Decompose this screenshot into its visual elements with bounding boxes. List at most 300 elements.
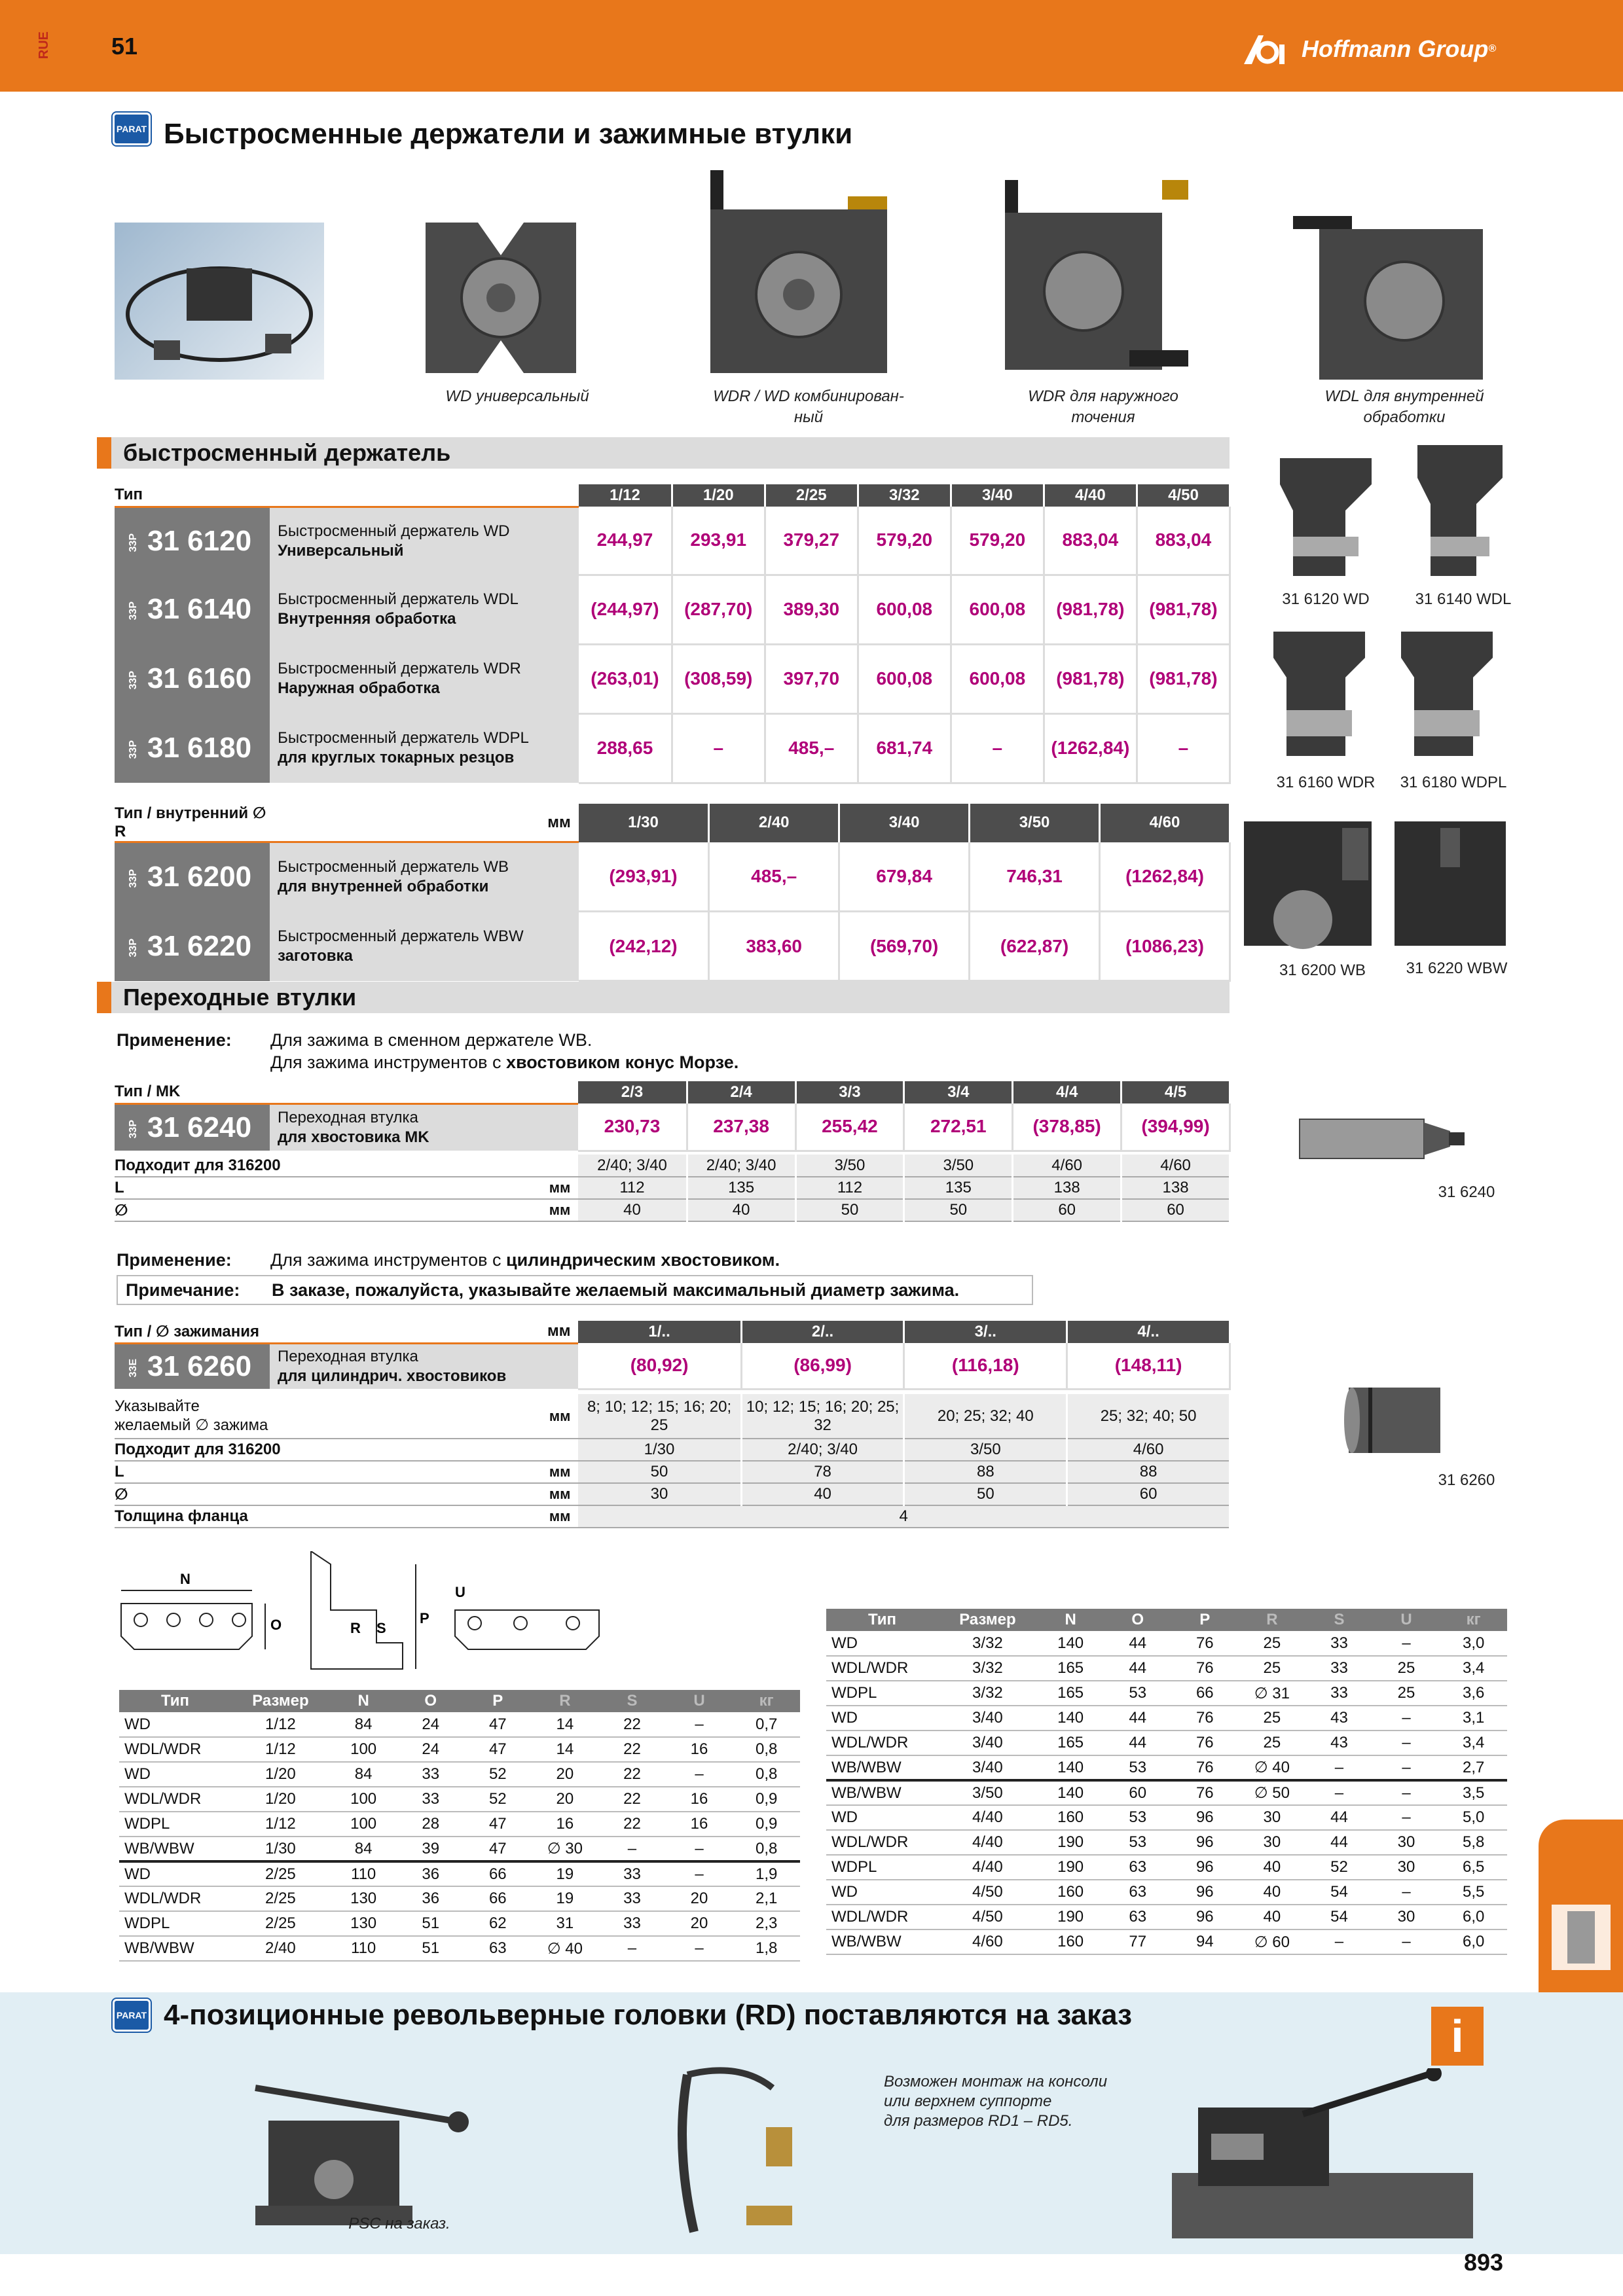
price: 293,91 [672, 507, 765, 575]
price: (116,18) [904, 1343, 1067, 1389]
dims-cell: ∅ 60 [1239, 1929, 1306, 1954]
dims-cell: 63 [1104, 1855, 1171, 1880]
price: (80,92) [578, 1343, 741, 1389]
dims-cell: 47 [464, 1837, 532, 1861]
caption-psc: PSC на заказ. [348, 2215, 450, 2233]
dims-cell: 53 [1104, 1805, 1171, 1830]
size-header: 1/12 [579, 484, 672, 507]
dims-col-header: R [532, 1690, 599, 1712]
price: 255,42 [795, 1103, 904, 1151]
dims-cell: 96 [1171, 1880, 1239, 1905]
dims-cell: 44 [1104, 1706, 1171, 1731]
dims-cell: 44 [1104, 1656, 1171, 1681]
dim-s: S [376, 1620, 386, 1636]
col-type-mk: Тип / MK [115, 1081, 578, 1103]
holder-table-2 [115, 804, 1231, 982]
dims-cell: – [666, 1712, 733, 1737]
dims-cell: 76 [1171, 1706, 1239, 1731]
dims-cell: 6,5 [1440, 1855, 1507, 1880]
price: (86,99) [741, 1343, 904, 1389]
mk-sleeve-table [115, 1081, 1231, 1152]
dims-col-header: O [1104, 1609, 1171, 1631]
dims-cell: 51 [397, 1936, 464, 1961]
dims-row [119, 1837, 800, 1861]
dims-cell: 76 [1171, 1755, 1239, 1780]
size-header: 4/4 [1013, 1081, 1122, 1103]
dims-cell: 20 [666, 1886, 733, 1911]
price: (981,78) [1137, 644, 1230, 713]
price: (569,70) [839, 912, 970, 981]
language-code: RUE [37, 31, 51, 60]
price: 383,60 [709, 912, 839, 981]
dims-table-right [826, 1609, 1507, 1955]
item-desc: Быстросменный держатель WDPL для круглых токарных резцов [270, 713, 579, 783]
dims-cell: 25 [1239, 1631, 1306, 1656]
dim-r: R [350, 1620, 361, 1636]
photo-316140 [1404, 439, 1516, 583]
dims-cell: 16 [666, 1737, 733, 1762]
price: (308,59) [672, 644, 765, 713]
dims-cell: 24 [397, 1712, 464, 1737]
size-header: 2/3 [578, 1081, 687, 1103]
dims-cell: 76 [1171, 1780, 1239, 1805]
dims-cell: 52 [464, 1787, 532, 1812]
dims-cell: 16 [666, 1812, 733, 1837]
price: 485,– [765, 713, 858, 783]
col-type-internal: Тип / внутренний ∅ R [115, 804, 270, 842]
label-316160: 31 6160 WDR [1276, 774, 1376, 791]
dims-row [826, 1905, 1507, 1929]
dims-row [119, 1911, 800, 1936]
caption-wd: WD универсальный [445, 387, 589, 405]
parat-badge: PARAT [113, 113, 151, 145]
dims-col-header: кг [733, 1690, 800, 1712]
dims-cell: 25 [1239, 1656, 1306, 1681]
dims-cell: 30 [1373, 1830, 1440, 1855]
photo-316180 [1388, 619, 1506, 762]
item-code[interactable]: 33P 31 6220 [115, 912, 270, 981]
dim-n: N [180, 1571, 191, 1587]
item-desc: Быстросменный держатель WDR Наружная обработка [270, 644, 579, 713]
label-316260: 31 6260 [1438, 1471, 1495, 1489]
dims-cell: 36 [397, 1886, 464, 1911]
item-code[interactable]: 33P 31 6200 [115, 842, 270, 912]
logo-text: Hoffmann Group [1302, 35, 1489, 62]
spec-row: Подходит для 316200 1/30 2/40; 3/40 3/50 4/60 [115, 1439, 1230, 1461]
dims-cell: WDL/WDR [119, 1787, 231, 1812]
dims-row [826, 1880, 1507, 1905]
dims-cell: – [598, 1837, 666, 1861]
cyl-sleeve-table [115, 1321, 1231, 1390]
size-header: 1/30 [579, 804, 709, 842]
dims-cell: 36 [397, 1861, 464, 1886]
dims-cell: 39 [397, 1837, 464, 1861]
hoffmann-logo-icon [1244, 33, 1296, 65]
dims-cell: 44 [1104, 1631, 1171, 1656]
dims-cell: WB/WBW [826, 1780, 938, 1805]
dims-cell: 1/12 [231, 1812, 330, 1837]
dims-row [119, 1787, 800, 1812]
dims-col-header: O [397, 1690, 464, 1712]
dims-cell: 3/40 [938, 1706, 1037, 1731]
size-header: 3/4 [904, 1081, 1013, 1103]
price: – [1137, 713, 1230, 783]
size-header: 3/3 [795, 1081, 904, 1103]
item-desc: Быстросменный держатель WBW заготовка [270, 912, 579, 981]
dims-col-header: R [1239, 1609, 1306, 1631]
dims-cell: 96 [1171, 1805, 1239, 1830]
dims-cell: 3,5 [1440, 1780, 1507, 1805]
dims-cell: 3,4 [1440, 1656, 1507, 1681]
dims-cell: 3,0 [1440, 1631, 1507, 1656]
photo-coolant-hose [661, 2049, 818, 2238]
dims-cell: 96 [1171, 1905, 1239, 1929]
dims-cell: 4/60 [938, 1929, 1037, 1954]
dims-cell: – [1373, 1805, 1440, 1830]
dims-cell: 53 [1104, 1755, 1171, 1780]
dim-u: U [455, 1584, 465, 1600]
dims-cell: 3/32 [938, 1656, 1037, 1681]
info-icon[interactable]: i [1431, 2007, 1484, 2066]
photo-316200 [1237, 815, 1378, 952]
table-row [115, 1103, 1230, 1151]
dims-col-header: S [1305, 1609, 1373, 1631]
price: (1086,23) [1100, 912, 1230, 981]
dims-cell: 1/20 [231, 1787, 330, 1812]
dims-cell: 2/25 [231, 1911, 330, 1936]
col-type: Тип [115, 484, 579, 507]
photo-316120 [1267, 445, 1385, 583]
dims-cell: ∅ 31 [1239, 1681, 1306, 1706]
dims-cell: 66 [464, 1861, 532, 1886]
price: 681,74 [858, 713, 951, 783]
dims-row [119, 1712, 800, 1737]
section-adapter-sleeves: Переходные втулки [97, 982, 1230, 1013]
dims-cell: 16 [532, 1812, 599, 1837]
dims-cell: 110 [330, 1936, 397, 1961]
dims-cell: WD [119, 1861, 231, 1886]
dims-cell: 47 [464, 1737, 532, 1762]
size-header: 2/.. [741, 1321, 904, 1343]
price: 579,20 [858, 507, 951, 575]
dims-cell: 2,7 [1440, 1755, 1507, 1780]
dims-col-header: N [330, 1690, 397, 1712]
dims-cell: 1,9 [733, 1861, 800, 1886]
dims-col-header: U [666, 1690, 733, 1712]
dim-p: P [420, 1610, 429, 1626]
dims-cell: 22 [598, 1787, 666, 1812]
dims-cell: WDPL [119, 1911, 231, 1936]
dims-cell: 140 [1037, 1631, 1104, 1656]
label-316120: 31 6120 WD [1282, 590, 1370, 608]
price: 288,65 [579, 713, 672, 783]
dims-cell: 19 [532, 1886, 599, 1911]
label-316180: 31 6180 WDPL [1400, 774, 1507, 791]
dims-cell: – [598, 1936, 666, 1961]
dims-cell: 52 [1305, 1855, 1373, 1880]
photo-rd-head [216, 2062, 478, 2238]
dims-cell: 2,1 [733, 1886, 800, 1911]
price: (981,78) [1137, 575, 1230, 644]
table-row [115, 507, 1230, 575]
dims-cell: WB/WBW [826, 1755, 938, 1780]
dims-cell: 40 [1239, 1905, 1306, 1929]
price: (1262,84) [1044, 713, 1137, 783]
dims-cell: 16 [666, 1787, 733, 1812]
dims-cell: 60 [1104, 1780, 1171, 1805]
size-header: 2/4 [687, 1081, 795, 1103]
dims-col-header: U [1373, 1609, 1440, 1631]
price: (148,11) [1067, 1343, 1230, 1389]
price: – [672, 713, 765, 783]
dims-cell: 84 [330, 1837, 397, 1861]
dims-cell: 96 [1171, 1830, 1239, 1855]
size-header: 4/40 [1044, 484, 1137, 507]
dims-cell: 33 [1305, 1656, 1373, 1681]
dims-row [826, 1706, 1507, 1731]
dims-row [119, 1886, 800, 1911]
dims-cell: 190 [1037, 1830, 1104, 1855]
dims-row [826, 1731, 1507, 1755]
label-316140: 31 6140 WDL [1415, 590, 1512, 608]
dims-cell: 3/40 [938, 1731, 1037, 1755]
dims-cell: 51 [397, 1911, 464, 1936]
dims-cell: 62 [464, 1911, 532, 1936]
dims-cell: WDL/WDR [826, 1731, 938, 1755]
table-row [115, 1343, 1230, 1389]
dims-cell: ∅ 40 [532, 1936, 599, 1961]
price: (394,99) [1122, 1103, 1230, 1151]
dims-cell: – [1305, 1755, 1373, 1780]
price: (244,97) [579, 575, 672, 644]
dims-cell: 52 [464, 1762, 532, 1787]
item-desc: Быстросменный держатель WD Универсальный [270, 507, 579, 575]
dims-cell: – [1373, 1880, 1440, 1905]
holder-table [115, 484, 1231, 784]
dims-cell: 100 [330, 1737, 397, 1762]
spec-row: L мм 112 135 112 135 138 138 [115, 1177, 1230, 1199]
dims-cell: – [1373, 1631, 1440, 1656]
dims-row [119, 1737, 800, 1762]
dims-cell: 30 [1373, 1855, 1440, 1880]
dims-cell: 33 [397, 1787, 464, 1812]
dims-cell: 47 [464, 1812, 532, 1837]
dims-cell: 165 [1037, 1681, 1104, 1706]
dims-col-header: P [464, 1690, 532, 1712]
dims-cell: 3/40 [938, 1755, 1037, 1780]
dims-cell: 33 [397, 1762, 464, 1787]
dims-cell: 94 [1171, 1929, 1239, 1954]
size-header: 3/40 [839, 804, 970, 842]
dims-cell: – [666, 1837, 733, 1861]
size-header: 4/.. [1067, 1321, 1230, 1343]
item-desc: Переходная втулка для цилиндрич. хвостовиков [270, 1343, 579, 1389]
dims-cell: 66 [1171, 1681, 1239, 1706]
dims-cell: 77 [1104, 1929, 1171, 1954]
dims-cell: 25 [1239, 1731, 1306, 1755]
item-code[interactable]: 33P 31 6160 [115, 644, 270, 713]
photo-holder-set [115, 223, 324, 380]
dims-col-header: Тип [826, 1609, 938, 1631]
dims-cell: 84 [330, 1762, 397, 1787]
dims-col-header: Размер [938, 1609, 1037, 1631]
dims-cell: 140 [1037, 1780, 1104, 1805]
page-number: 893 [1464, 2249, 1504, 2276]
spec-row: Подходит для 316200 2/40; 3/40 2/40; 3/40 3/50 3/50 4/60 4/60 [115, 1155, 1230, 1177]
size-header: 3/50 [970, 804, 1100, 842]
item-desc: Быстросменный держатель WB для внутренней обработки [270, 842, 579, 912]
dims-cell: 22 [598, 1737, 666, 1762]
dims-cell: 30 [1373, 1905, 1440, 1929]
dims-cell: 43 [1305, 1731, 1373, 1755]
price: (981,78) [1044, 644, 1137, 713]
dims-row [826, 1855, 1507, 1880]
price: 883,04 [1044, 507, 1137, 575]
dims-cell: 14 [532, 1737, 599, 1762]
dims-cell: 33 [598, 1886, 666, 1911]
dims-col-header: Тип [119, 1690, 231, 1712]
dims-row [826, 1830, 1507, 1855]
dims-row [119, 1936, 800, 1961]
application-1: Применение: Для зажима в сменном держателе WB. [117, 1030, 593, 1050]
size-header: 2/25 [765, 484, 858, 507]
dims-cell: 43 [1305, 1706, 1373, 1731]
unit-mm: мм [270, 804, 579, 842]
spec-row: Толщина фланца мм 4 [115, 1505, 1230, 1528]
dims-cell: 33 [1305, 1631, 1373, 1656]
parat-badge-2: PARAT [113, 1999, 151, 2032]
dims-cell: – [1305, 1780, 1373, 1805]
dims-cell: 44 [1305, 1830, 1373, 1855]
item-code[interactable]: 33P 31 6180 [115, 713, 270, 783]
dims-cell: 190 [1037, 1905, 1104, 1929]
dims-cell: 6,0 [1440, 1929, 1507, 1954]
price: 389,30 [765, 575, 858, 644]
dims-cell: 2/25 [231, 1886, 330, 1911]
price: (287,70) [672, 575, 765, 644]
table-row [115, 842, 1230, 912]
price: 679,84 [839, 842, 970, 912]
dims-cell: 4/40 [938, 1855, 1037, 1880]
page-title: Быстросменные держатели и зажимные втулки [164, 118, 853, 150]
dims-cell: 160 [1037, 1929, 1104, 1954]
item-code[interactable]: 33E 31 6260 [115, 1343, 270, 1389]
size-header: 3/.. [904, 1321, 1067, 1343]
dims-cell: 76 [1171, 1656, 1239, 1681]
dims-row [826, 1755, 1507, 1780]
photo-wdl-internal [1293, 203, 1489, 383]
caption-wdr-wd: WDR / WD комбинирован-ный [713, 387, 904, 426]
price: 237,38 [687, 1103, 795, 1151]
dims-cell: 53 [1104, 1830, 1171, 1855]
size-header: 4/5 [1122, 1081, 1230, 1103]
dims-row [826, 1805, 1507, 1830]
dims-cell: 20 [532, 1762, 599, 1787]
dims-cell: WB/WBW [119, 1936, 231, 1961]
price: (1262,84) [1100, 842, 1230, 912]
dims-cell: 22 [598, 1812, 666, 1837]
price: 600,08 [858, 575, 951, 644]
photo-316220 [1388, 815, 1512, 952]
dims-cell: WDL/WDR [826, 1830, 938, 1855]
section-quick-holder: быстросменный держатель [97, 437, 1230, 469]
price: (622,87) [970, 912, 1100, 981]
dims-cell: 22 [598, 1712, 666, 1737]
dims-cell: WDL/WDR [826, 1905, 938, 1929]
rd-title: 4-позиционные револьверные головки (RD) поставляются на заказ [164, 1999, 1132, 2031]
dims-cell: 30 [1239, 1805, 1306, 1830]
dims-cell: 130 [330, 1886, 397, 1911]
dims-cell: 25 [1373, 1681, 1440, 1706]
size-header: 3/40 [951, 484, 1044, 507]
section-number: 51 [111, 33, 138, 60]
dimension-diagram [115, 1551, 612, 1689]
price: (263,01) [579, 644, 672, 713]
dims-cell: 96 [1171, 1855, 1239, 1880]
dims-cell: 20 [532, 1787, 599, 1812]
item-code[interactable]: 33P 31 6140 [115, 575, 270, 644]
dims-cell: 44 [1305, 1805, 1373, 1830]
dims-cell: WD [826, 1880, 938, 1905]
dims-cell: ∅ 30 [532, 1837, 599, 1861]
price: 746,31 [970, 842, 1100, 912]
spec-row: ∅ мм 30 40 50 60 [115, 1483, 1230, 1505]
dims-cell: ∅ 40 [1239, 1755, 1306, 1780]
dims-cell: 2/25 [231, 1861, 330, 1886]
label-316200: 31 6200 WB [1279, 961, 1366, 979]
dims-cell: 31 [532, 1911, 599, 1936]
dims-cell: 0,9 [733, 1787, 800, 1812]
dims-cell: 0,8 [733, 1837, 800, 1861]
item-code[interactable]: 33P 31 6240 [115, 1103, 270, 1151]
dims-cell: 1,8 [733, 1936, 800, 1961]
caption-wdr: WDR для наружного точения [1028, 387, 1178, 426]
dims-cell: 100 [330, 1787, 397, 1812]
dims-cell: WDPL [826, 1681, 938, 1706]
item-code[interactable]: 33P 31 6120 [115, 507, 270, 575]
dims-cell: 25 [1373, 1656, 1440, 1681]
price: 600,08 [951, 575, 1044, 644]
dims-cell: 33 [1305, 1681, 1373, 1706]
dims-cell: – [1373, 1780, 1440, 1805]
dims-col-header: Размер [231, 1690, 330, 1712]
dims-cell: 47 [464, 1712, 532, 1737]
mk-spec-table [115, 1155, 1231, 1222]
dims-cell: WDL/WDR [826, 1656, 938, 1681]
dims-cell: – [1373, 1755, 1440, 1780]
size-header: 1/.. [578, 1321, 741, 1343]
dims-cell: 1/12 [231, 1712, 330, 1737]
spec-row: L мм 50 78 88 88 [115, 1461, 1230, 1483]
dims-cell: 1/20 [231, 1762, 330, 1787]
dims-cell: 3/50 [938, 1780, 1037, 1805]
application-2: Для зажима инструментов с хвостовиком конус Морзе. [270, 1052, 739, 1072]
item-desc: Переходная втулка для хвостовика MK [270, 1103, 578, 1151]
price: 600,08 [951, 644, 1044, 713]
table-row [115, 713, 1230, 783]
dims-cell: 54 [1305, 1880, 1373, 1905]
dims-cell: 2/40 [231, 1936, 330, 1961]
dims-cell: 20 [666, 1911, 733, 1936]
price: 244,97 [579, 507, 672, 575]
size-header: 2/40 [709, 804, 839, 842]
price: 230,73 [578, 1103, 687, 1151]
dims-row [826, 1656, 1507, 1681]
photo-316160 [1260, 619, 1378, 762]
dims-cell: 110 [330, 1861, 397, 1886]
dims-cell: 3,6 [1440, 1681, 1507, 1706]
dims-cell: WD [826, 1706, 938, 1731]
